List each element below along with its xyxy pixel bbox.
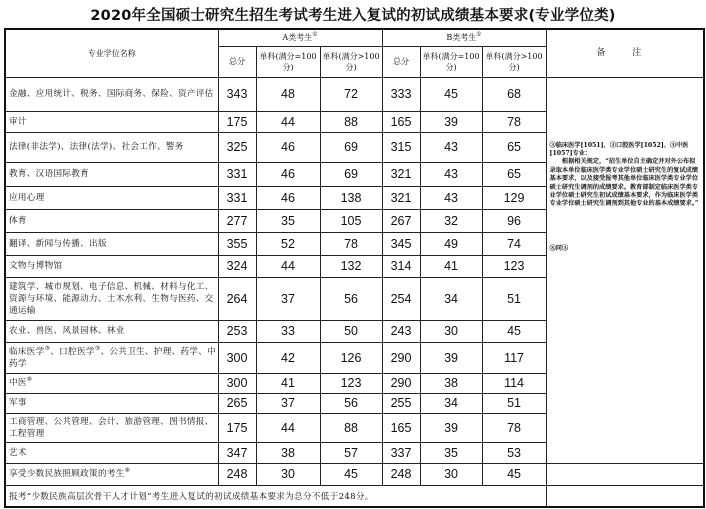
b-single100: 35 xyxy=(420,442,482,463)
a-single100: 44 xyxy=(256,413,320,442)
a-single100: 46 xyxy=(256,186,320,209)
subject-name: 体育 xyxy=(5,209,218,232)
b-singlegt100: 51 xyxy=(482,277,546,320)
remarks-line-3: ⑧同③ xyxy=(549,244,569,252)
remarks-line-2: 根据相关规定，“招生单位自主确定并对外公布拟录取本单位临床医学类专业学位硕士研究生的复试成绩基本要求，以及接受报考其他单位临床医学类专业学位硕士研究生调剂的成绩要求。教育部制定临床医学类专业学位硕士研究生初试成绩基本要求，作为临床医学类专业学位硕士研究生调剂到其他专业的基本成绩要求。” xyxy=(549,158,699,208)
a-single100: 52 xyxy=(256,232,320,255)
a-singlegt100: 123 xyxy=(320,373,382,393)
a-total: 343 xyxy=(218,77,256,111)
b-singlegt100: 96 xyxy=(482,209,546,232)
b-single100: 43 xyxy=(420,162,482,186)
a-single100: 37 xyxy=(256,393,320,413)
b-total: 165 xyxy=(382,413,420,442)
subject-name: 临床医学③、口腔医学③、公共卫生、护理、药学、中药学 xyxy=(5,342,218,373)
a-singlegt100: 132 xyxy=(320,255,382,277)
b-single100: 32 xyxy=(420,209,482,232)
b-total: 243 xyxy=(382,320,420,342)
b-total: 337 xyxy=(382,442,420,463)
b-total: 314 xyxy=(382,255,420,277)
a-singlegt100: 105 xyxy=(320,209,382,232)
a-total-header: 总分 xyxy=(218,46,256,77)
b-singlegt100: 114 xyxy=(482,373,546,393)
b-single100: 30 xyxy=(420,463,482,485)
group-b-header: B类考生① xyxy=(382,29,546,46)
a-single100: 37 xyxy=(256,277,320,320)
a-total: 253 xyxy=(218,320,256,342)
subject-name: 工商管理、公共管理、会计、旅游管理、图书情报、工程管理 xyxy=(5,413,218,442)
b-single100: 39 xyxy=(420,111,482,132)
b-single100: 39 xyxy=(420,342,482,373)
b-single100: 43 xyxy=(420,186,482,209)
a-single100: 35 xyxy=(256,209,320,232)
a-singlegt100-header: 单科(满分>100分) xyxy=(320,46,382,77)
a-single100: 30 xyxy=(256,463,320,485)
subject-name: 教育、汉语国际教育 xyxy=(5,162,218,186)
page-title: 2020年全国硕士研究生招生考试考生进入复试的初试成绩基本要求(专业学位类) xyxy=(90,8,616,24)
a-total: 264 xyxy=(218,277,256,320)
subject-header: 专业学位名称 xyxy=(5,29,218,77)
a-singlegt100: 56 xyxy=(320,277,382,320)
subject-name: 军事 xyxy=(5,393,218,413)
a-singlegt100: 88 xyxy=(320,111,382,132)
b-singlegt100: 117 xyxy=(482,342,546,373)
b-total: 254 xyxy=(382,277,420,320)
b-singlegt100: 51 xyxy=(482,393,546,413)
a-single100: 38 xyxy=(256,442,320,463)
remarks-cell xyxy=(546,77,704,463)
a-total: 331 xyxy=(218,162,256,186)
b-singlegt100: 53 xyxy=(482,442,546,463)
b-total: 255 xyxy=(382,393,420,413)
a-total: 248 xyxy=(218,463,256,485)
a-total: 175 xyxy=(218,111,256,132)
a-total: 175 xyxy=(218,413,256,442)
a-singlegt100: 57 xyxy=(320,442,382,463)
a-total: 355 xyxy=(218,232,256,255)
b-total: 165 xyxy=(382,111,420,132)
a-single100: 46 xyxy=(256,132,320,162)
b-single100: 45 xyxy=(420,77,482,111)
b-total: 345 xyxy=(382,232,420,255)
a-single100: 44 xyxy=(256,111,320,132)
a-singlegt100: 56 xyxy=(320,393,382,413)
b-singlegt100: 45 xyxy=(482,320,546,342)
subject-name: 应用心理 xyxy=(5,186,218,209)
footnote-empty-cell xyxy=(546,485,704,507)
b-singlegt100: 123 xyxy=(482,255,546,277)
subject-name: 建筑学、城市规划、电子信息、机械、材料与化工、资源与环境、能源动力、土木水利、生物与医药、交通运输 xyxy=(5,277,218,320)
b-total: 321 xyxy=(382,186,420,209)
a-total: 265 xyxy=(218,393,256,413)
header-row-1 xyxy=(5,29,704,46)
b-singlegt100: 68 xyxy=(482,77,546,111)
b-single100: 34 xyxy=(420,393,482,413)
a-single100: 33 xyxy=(256,320,320,342)
b-total: 290 xyxy=(382,342,420,373)
b-single100: 39 xyxy=(420,413,482,442)
subject-name: 金融、应用统计、税务、国际商务、保险、资产评估 xyxy=(5,77,218,111)
a-total: 300 xyxy=(218,342,256,373)
subject-name: 文物与博物馆 xyxy=(5,255,218,277)
b-singlegt100: 78 xyxy=(482,111,546,132)
b-total-header: 总分 xyxy=(382,46,420,77)
b-single100: 41 xyxy=(420,255,482,277)
subject-name: 中医⑧ xyxy=(5,373,218,393)
b-total: 315 xyxy=(382,132,420,162)
a-singlegt100: 50 xyxy=(320,320,382,342)
subject-name: 农业、兽医、风景园林、林业 xyxy=(5,320,218,342)
a-singlegt100: 69 xyxy=(320,162,382,186)
subject-name: 艺术 xyxy=(5,442,218,463)
b-singlegt100-header: 单科(满分>100分) xyxy=(482,46,546,77)
b-single100: 38 xyxy=(420,373,482,393)
a-single100: 41 xyxy=(256,373,320,393)
a-singlegt100: 72 xyxy=(320,77,382,111)
footnote: 报考“少数民族高层次骨干人才计划”考生进入复试的初试成绩基本要求为总分不低于248分。 xyxy=(5,485,546,507)
a-total: 277 xyxy=(218,209,256,232)
b-total: 248 xyxy=(382,463,420,485)
footnote-row xyxy=(5,485,704,507)
a-singlegt100: 45 xyxy=(320,463,382,485)
subject-name: 法律(非法学)、法律(法学)、社会工作、警务 xyxy=(5,132,218,162)
a-total: 324 xyxy=(218,255,256,277)
a-singlegt100: 69 xyxy=(320,132,382,162)
a-singlegt100: 126 xyxy=(320,342,382,373)
a-singlegt100: 78 xyxy=(320,232,382,255)
b-singlegt100: 65 xyxy=(482,162,546,186)
table-row xyxy=(5,77,704,111)
b-total: 333 xyxy=(382,77,420,111)
b-total: 321 xyxy=(382,162,420,186)
b-single100-header: 单科(满分=100分) xyxy=(420,46,482,77)
b-single100: 30 xyxy=(420,320,482,342)
b-total: 290 xyxy=(382,373,420,393)
a-single100: 48 xyxy=(256,77,320,111)
a-single100: 44 xyxy=(256,255,320,277)
b-singlegt100: 129 xyxy=(482,186,546,209)
b-singlegt100: 78 xyxy=(482,413,546,442)
subject-name: 翻译、新闻与传播、出版 xyxy=(5,232,218,255)
b-single100: 34 xyxy=(420,277,482,320)
b-singlegt100: 45 xyxy=(482,463,546,485)
b-singlegt100: 74 xyxy=(482,232,546,255)
a-singlegt100: 88 xyxy=(320,413,382,442)
subject-name: 享受少数民族照顾政策的考生⑨ xyxy=(5,463,218,485)
b-single100: 43 xyxy=(420,132,482,162)
a-single100-header: 单科(满分=100分) xyxy=(256,46,320,77)
subject-name: 审计 xyxy=(5,111,218,132)
score-table xyxy=(4,28,705,508)
group-a-header: A类考生① xyxy=(218,29,382,46)
remarks-line-1: ③临床医学[1051]、③口腔医学[1052]、③中医[1057]专业： xyxy=(549,141,689,157)
remarks-header: 备 注 xyxy=(546,29,704,77)
a-single100: 46 xyxy=(256,162,320,186)
b-single100: 49 xyxy=(420,232,482,255)
b-singlegt100: 65 xyxy=(482,132,546,162)
a-total: 331 xyxy=(218,186,256,209)
remarks-empty-cell xyxy=(546,463,704,485)
a-total: 325 xyxy=(218,132,256,162)
table-row xyxy=(5,463,704,485)
a-single100: 42 xyxy=(256,342,320,373)
a-total: 347 xyxy=(218,442,256,463)
b-total: 267 xyxy=(382,209,420,232)
a-singlegt100: 138 xyxy=(320,186,382,209)
a-total: 300 xyxy=(218,373,256,393)
